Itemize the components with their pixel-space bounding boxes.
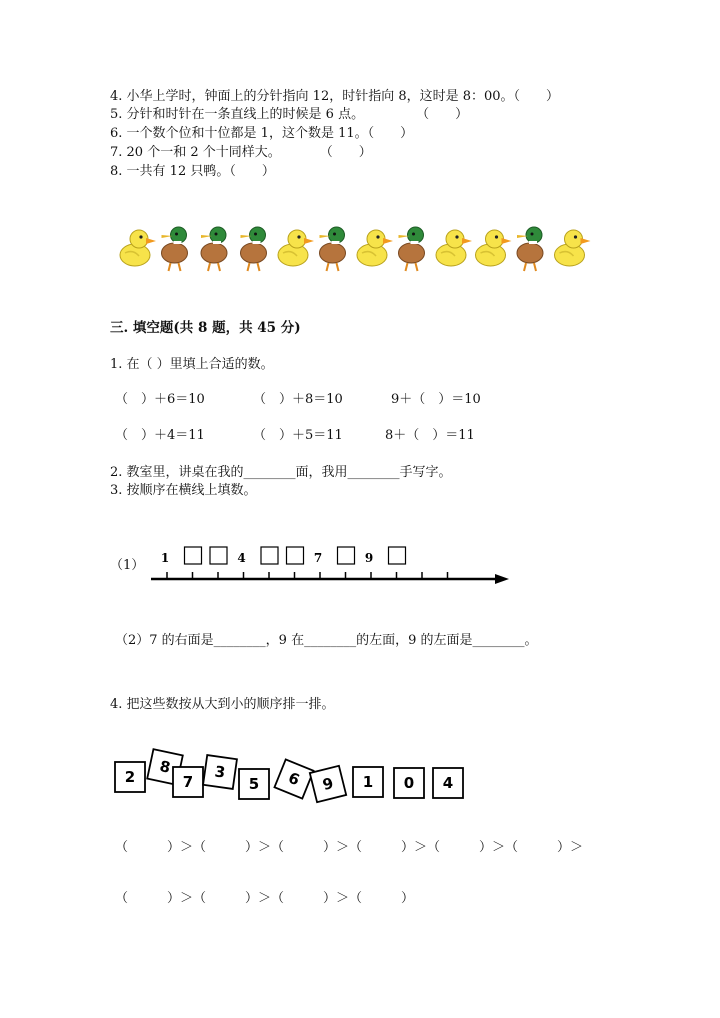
- q1-r1-c2: （ ）＋8＝10: [253, 392, 343, 407]
- number-line: [145, 534, 513, 588]
- judgement-item-4: 4. 小华上学时，钟面上的分针指向 12，时针指向 8，这时是 8：00。（ ）: [110, 89, 560, 104]
- duck-yellow-icon: [278, 230, 314, 266]
- number-card-digit: 0: [403, 774, 415, 792]
- duck-yellow-icon: [436, 230, 472, 266]
- number-line-number: 4: [237, 551, 246, 565]
- duck-mallard-icon: [241, 227, 267, 271]
- number-card-digit: 5: [248, 775, 260, 793]
- number-card-digit: 3: [213, 762, 227, 782]
- number-card: [394, 768, 424, 798]
- number-line-blank-box: [287, 547, 304, 564]
- q1-text: 1. 在（ ）里填上合适的数。: [110, 357, 274, 372]
- q3-text: 3. 按顺序在横线上填数。: [110, 483, 257, 498]
- number-line-blank-box: [261, 547, 278, 564]
- number-line-number: 9: [364, 551, 374, 565]
- number-line-blank-box: [338, 547, 355, 564]
- q1-r2-c3: 8＋（ ）＝11: [385, 428, 475, 443]
- section-title: 三. 填空题(共 8 题，共 45 分): [110, 320, 301, 336]
- number-card-digit: 1: [362, 773, 374, 791]
- number-card: [433, 768, 463, 798]
- judgement-item-8: 8. 一共有 12 只鸭。（ ）: [110, 164, 275, 179]
- number-card: [353, 767, 383, 797]
- duck-yellow-icon: [555, 230, 591, 266]
- duck-yellow-icon: [357, 230, 393, 266]
- number-card-digit: 7: [182, 773, 194, 791]
- ducks-illustration: [113, 222, 595, 272]
- number-line-number: 7: [313, 551, 323, 565]
- q3-part2-text: （2）7 的右面是________，9 在________的左面，9 的左面是________。: [115, 633, 538, 648]
- number-line-blank-box: [389, 547, 406, 564]
- q1-r2-c1: （ ）＋4＝11: [115, 428, 205, 443]
- number-card: [310, 766, 346, 802]
- duck-mallard-icon: [517, 227, 543, 271]
- number-card: [239, 769, 269, 799]
- duck-yellow-icon: [476, 230, 512, 266]
- judgement-item-7: 7. 20 个一和 2 个十同样大。 （ ）: [110, 145, 372, 160]
- number-line-number: 1: [160, 551, 170, 565]
- duck-mallard-icon: [320, 227, 346, 271]
- q4-answer-row2: （ ）＞（ ）＞（ ）＞（ ）: [115, 891, 415, 906]
- number-card-digit: 6: [285, 768, 303, 790]
- number-card: [115, 762, 145, 792]
- q1-r1-c3: 9＋（ ）＝10: [391, 392, 481, 407]
- q1-r1-c1: （ ）＋6＝10: [115, 392, 205, 407]
- q4-text: 4. 把这些数按从大到小的顺序排一排。: [110, 697, 335, 712]
- number-card: [274, 759, 313, 798]
- duck-mallard-icon: [162, 227, 188, 271]
- duck-yellow-icon: [120, 230, 156, 266]
- judgement-item-6: 6. 一个数个位和十位都是 1，这个数是 11。（ ）: [110, 126, 414, 141]
- q1-r2-c2: （ ）＋5＝11: [253, 428, 343, 443]
- duck-mallard-icon: [201, 227, 227, 271]
- number-line-blank-box: [210, 547, 227, 564]
- q4-answer-row1: （ ）＞（ ）＞（ ）＞（ ）＞（ ）＞（ ）＞: [115, 840, 584, 855]
- q2-text: 2. 教室里，讲桌在我的________面，我用________手写字。: [110, 465, 452, 480]
- number-card: [203, 755, 237, 789]
- number-line-blank-box: [185, 547, 202, 564]
- judgement-item-5: 5. 分针和时针在一条直线上的时候是 6 点。 （ ）: [110, 107, 469, 122]
- duck-mallard-icon: [399, 227, 425, 271]
- number-card-digit: 8: [158, 757, 172, 777]
- number-card-digit: 9: [320, 774, 336, 794]
- number-card-digit: 4: [442, 774, 454, 792]
- number-card: [173, 767, 203, 797]
- q3-part1-label: （1）: [110, 558, 145, 573]
- number-card-digit: 2: [124, 768, 136, 786]
- number-cards: [112, 745, 467, 805]
